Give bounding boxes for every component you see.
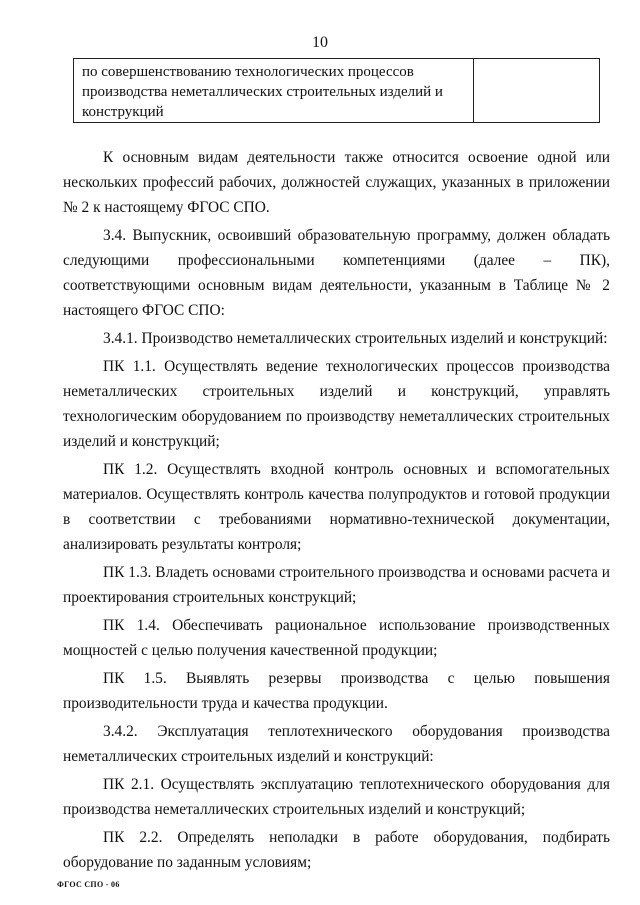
document-footer: ФГОС СПО - 06: [57, 880, 120, 889]
paragraph-pk-2-2: ПК 2.2. Определять неполадки в работе оборудования, подбирать оборудование по заданным условиям;: [63, 829, 610, 871]
paragraph-pk-2-1: ПК 2.1. Осуществлять эксплуатацию теплотехнического оборудования для производства неметаллических строительных изделий и конструкций;: [63, 776, 610, 818]
paragraph-pk-1-2: ПК 1.2. Осуществлять входной контроль основных и вспомогательных материалов. Осуществлять контроль качества полупродуктов и готовой продукции в соответствии с требованиями нормативно-технической документации, анализировать результаты контроля;: [63, 461, 610, 553]
table-fragment: [73, 58, 600, 123]
page-number: 10: [312, 34, 328, 51]
paragraph-3-4-2: 3.4.2. Эксплуатация теплотехнического оборудования производства неметаллических строительных изделий и конструкций:: [63, 723, 610, 765]
paragraph-pk-1-4: ПК 1.4. Обеспечивать рациональное использование производственных мощностей с целью получения качественной продукции;: [63, 617, 610, 659]
table-cell-empty: [474, 59, 599, 122]
paragraph-pk-1-1: ПК 1.1. Осуществлять ведение технологических процессов производства неметаллических строительных изделий и конструкций, управлять технологическим оборудованием по производству неметаллических строительных изделий и конструкций;: [63, 358, 610, 450]
table-cell-activity: по совершенствованию технологических процессов производства неметаллических строительных изделий и конструкций: [74, 59, 474, 122]
paragraph-pk-1-3: ПК 1.3. Владеть основами строительного производства и основами расчета и проектирования строительных конструкций;: [63, 564, 610, 606]
paragraph-additional-activities: К основным видам деятельности также относится освоение одной или нескольких профессий рабочих, должностей служащих, указанных в приложении № 2 к настоящему ФГОС СПО.: [63, 149, 610, 216]
paragraph-3-4-1: 3.4.1. Производство неметаллических строительных изделий и конструкций:: [103, 330, 608, 347]
document-body: [63, 145, 610, 878]
paragraph-3-4: 3.4. Выпускник, освоивший образовательную программу, должен обладать следующими профессиональными компетенциями (далее – ПК), соответствующими основным видам деятельности, указанным в Таблице № 2 настоящего ФГОС СПО:: [63, 227, 610, 319]
paragraph-pk-1-5: ПК 1.5. Выявлять резервы производства с целью повышения производительности труда и качества продукции.: [63, 670, 610, 712]
